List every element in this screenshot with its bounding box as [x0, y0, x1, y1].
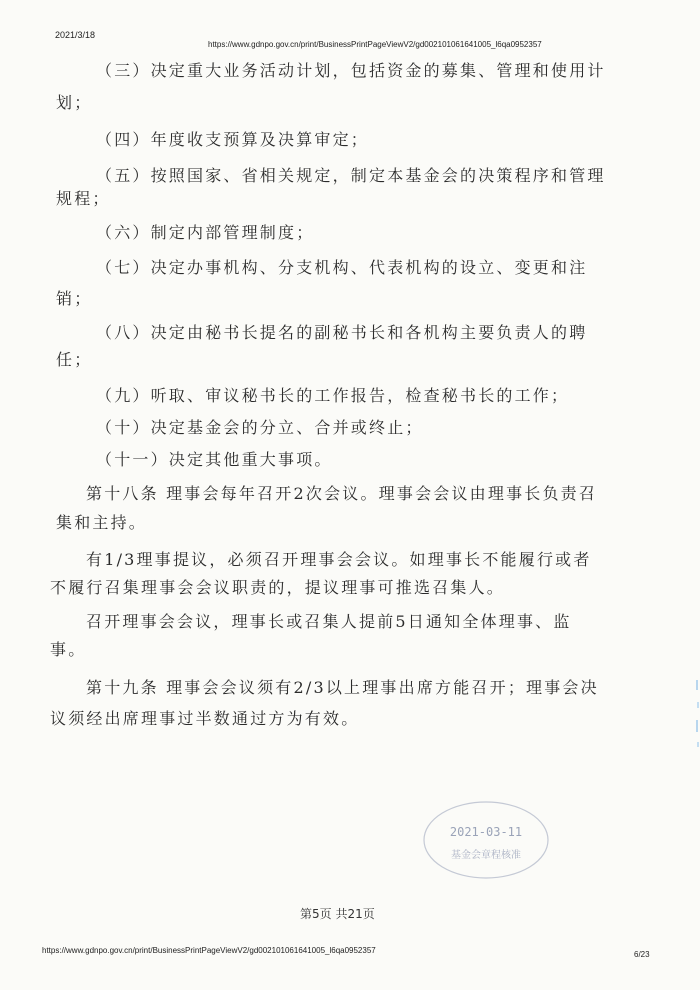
body-line: （五）按照国家、省相关规定，制定本基金会的决策程序和管理 [96, 166, 606, 185]
body-line: 有1/3理事提议，必须召开理事会会议。如理事长不能履行或者 [86, 550, 592, 569]
footer-url: https://www.gdnpo.gov.cn/print/BusinessPrintPageViewV2/gd002101061641005_l6qa0952357 [42, 946, 376, 955]
header-url: https://www.gdnpo.gov.cn/print/BusinessPrintPageViewV2/gd002101061641005_l6qa0952357 [208, 40, 542, 49]
body-line: 销； [56, 289, 93, 308]
approval-stamp [420, 798, 552, 882]
body-line: 不履行召集理事会会议职责的，提议理事可推选召集人。 [50, 578, 506, 597]
body-line: （十一）决定其他重大事项。 [96, 450, 333, 469]
body-line: （十）决定基金会的分立、合并或终止； [96, 418, 424, 437]
print-date: 2021/3/18 [55, 30, 96, 40]
stamp-org: 基金会章程核准 [451, 850, 521, 861]
body-line: （七）决定办事机构、分支机构、代表机构的设立、变更和注 [96, 258, 588, 277]
body-line: （九）听取、审议秘书长的工作报告，检查秘书长的工作； [96, 386, 570, 405]
article-18: 第十八条 理事会每年召开2次会议。理事会会议由理事长负责召 [86, 484, 598, 503]
body-line: 召开理事会会议，理事长或召集人提前5日通知全体理事、监 [86, 612, 572, 631]
print-page-count: 6/23 [634, 950, 650, 959]
article-19: 第十九条 理事会会议须有2/3以上理事出席方能召开；理事会决 [86, 678, 599, 697]
body-line: 议须经出席理事过半数通过方为有效。 [50, 709, 360, 728]
binding-edge-marks [692, 680, 700, 760]
body-line: 事。 [50, 640, 87, 659]
body-line: 划； [56, 93, 93, 112]
body-line: （六）制定内部管理制度； [96, 223, 315, 242]
body-line: （三）决定重大业务活动计划，包括资金的募集、管理和使用计 [96, 61, 606, 80]
body-line: 集和主持。 [56, 513, 148, 532]
stamp-date: 2021-03-11 [449, 825, 523, 839]
page-number: 第5页 共21页 [300, 907, 375, 921]
body-line: （八）决定由秘书长提名的副秘书长和各机构主要负责人的聘 [96, 323, 588, 342]
body-line: （四）年度收支预算及决算审定； [96, 130, 370, 149]
body-line: 规程； [56, 189, 111, 208]
body-line: 任； [56, 350, 93, 369]
